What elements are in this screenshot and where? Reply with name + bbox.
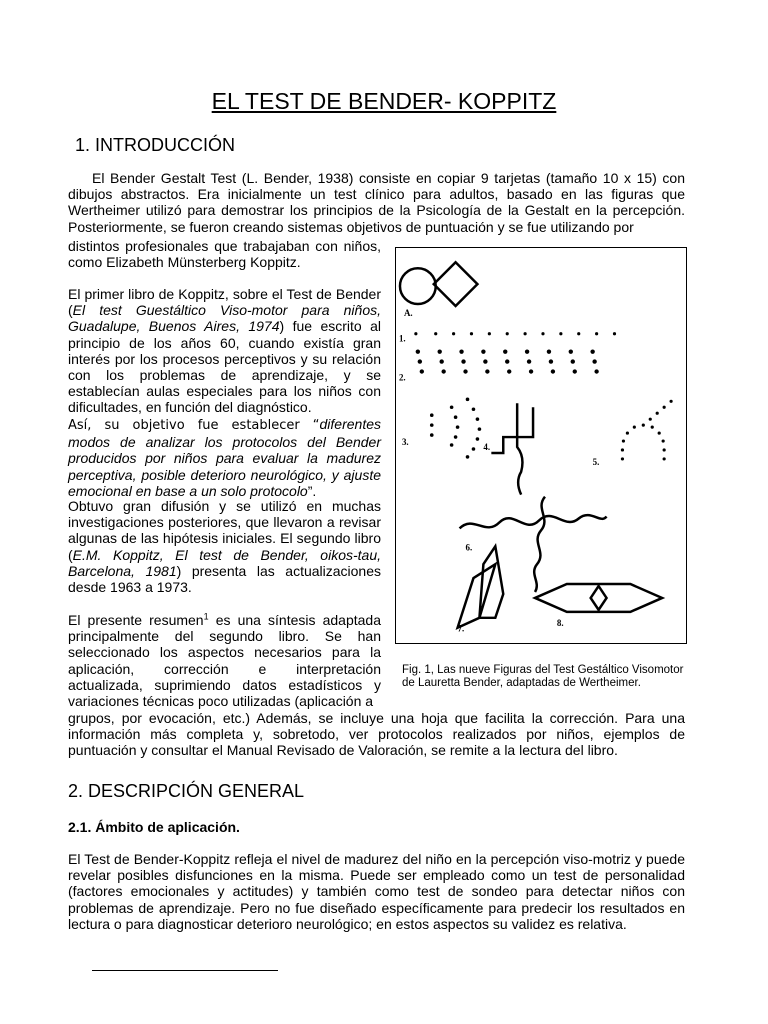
figure-6-wave-vertical (534, 497, 545, 592)
figure-a-circle (400, 268, 436, 304)
figure-label: 8. (556, 617, 564, 628)
figure-label: 3. (401, 437, 409, 448)
footnote-separator (92, 970, 278, 971)
intro-paragraph-3: Así, su objetivo fue establecer “diferentes modos de analizar los protocolos del Bender producidos por niños para evaluar la madurez perceptiva, posible deterioro neurológico, y ajuste emocional en base a un solo protocolo”. (68, 416, 381, 499)
ambito-paragraph: El Test de Bender-Koppitz refleja el nivel de madurez del niño en la percepción viso-motriz y puede revelar posibles disfunciones en la misma. Puede ser empleado como un test de personalidad (factores emocionales y actitudes) y también como test de sondeo para detectar niños con problemas de aprendizaje. Pero no fue diseñado específicamente para predecir los resultados en lectura o para diagnosticar deterioro neurológico; en estos aspectos su validez es relativa. (68, 851, 685, 932)
intro-paragraph-5-continued: grupos, por evocación, etc.) Además, se incluye una hoja que facilita la corrección. Para una información más completa y, sobretodo, ver protocolos realizados por niños, ejemplos de puntuación y consultar el Manual Revisado de Valoración, se remite a la lectura del libro. (68, 710, 685, 759)
figure-2-dots (416, 349, 599, 373)
figure-label: 1. (398, 333, 406, 344)
figure-label: 6. (465, 542, 473, 553)
figure-4-shape (491, 403, 533, 494)
section-heading-introduccion: 1. INTRODUCCIÓN (75, 135, 236, 155)
figure-label: 7. (457, 623, 465, 634)
figure-5-dots (621, 400, 673, 461)
figure-label: 2. (398, 372, 406, 383)
intro-paragraph-1: El Bender Gestalt Test (L. Bender, 1938) consiste en copiar 9 tarjetas (tamaño 10 x 15) con dibujos abstractos. Era inicialmente un test clínico para adultos, basado en las figuras que Wertheimer utilizó para demostrar los principios de la Psicología de la Gestalt en la percepción. Posteriormente, se fueron creando sistemas objetivos de puntuación y se fue utilizando por (68, 170, 685, 235)
figure-label: 4. (483, 441, 491, 452)
bender-figures-image (395, 247, 687, 644)
figure-1-dots (414, 332, 616, 335)
figure-8-diamond (591, 586, 607, 610)
figure-a-diamond (434, 262, 478, 306)
intro-paragraph-1-continued: distintos profesionales que trabajaban con niños, como Elizabeth Münsterberg Koppitz. (68, 238, 381, 271)
figure-3-dots (430, 398, 481, 459)
figure-label: 5. (592, 456, 600, 467)
page-title: EL TEST DE BENDER- KOPPITZ (211, 88, 557, 114)
intro-paragraph-2: El primer libro de Koppitz, sobre el Test de Bender (El test Guestáltico Viso-motor para niños, Guadalupe, Buenos Aires, 1974) fue escrito al principio de los años 60, cuando existía gran interés por los procesos perceptivos y su relación con los problemas de aprendizaje, y se establecían aulas especiales para los niños con dificultades, en función del diagnóstico. (68, 286, 381, 416)
intro-paragraph-5: El presente resumen$^1$ es una síntesis adaptada principalmente del segundo libro. Se han seleccionado los aspectos necesarios para la aplicación, corrección e interpretación actualizada, suprimiendo datos estadísticos y variaciones técnicas poco utilizadas (aplicación a (68, 611, 381, 710)
figure-caption: Fig. 1, Las nueve Figuras del Test Gestáltico Visomotor de Lauretta Bender, adaptadas de Wertheimer. (402, 664, 684, 689)
bender-figures-drawing (396, 248, 686, 643)
section-heading-descripcion-general: 2. DESCRIPCIÓN GENERAL (68, 781, 305, 801)
figure-label: A. (403, 307, 413, 318)
figure-6-wave-horizontal (460, 515, 607, 528)
subsection-heading-ambito: 2.1. Ámbito de aplicación. (68, 819, 240, 835)
intro-paragraph-4: Obtuvo gran difusión y se utilizó en muchas investigaciones posteriores, que llevaron a revisar algunas de las hipótesis iniciales. El segundo libro (E.M. Koppitz, El test de Bender, oikos-tau, Barcelona, 1981) presenta las actualizaciones desde 1963 a 1973. (68, 498, 382, 596)
